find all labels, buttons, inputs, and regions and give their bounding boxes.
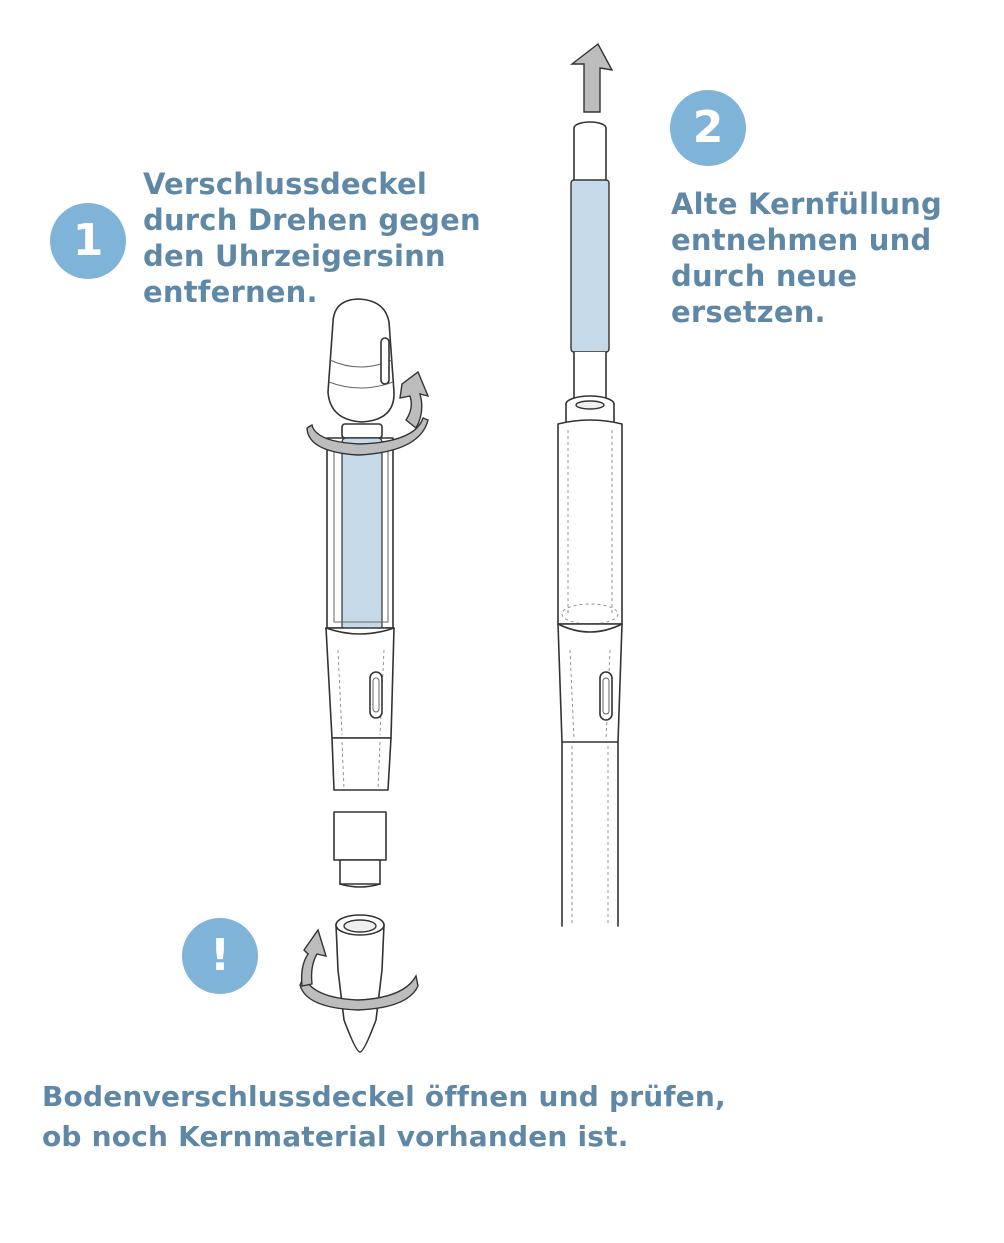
step-1-instruction [143, 166, 481, 310]
refill-core [342, 438, 382, 630]
exclamation-icon: ! [209, 930, 231, 981]
step-1-line: Verschlussdeckel [143, 167, 427, 201]
step-2-line: Alte Kernfüllung [671, 187, 942, 221]
step-1-line: den Uhrzeigersinn [143, 239, 446, 273]
note-line: Bodenverschlussdeckel öffnen und prüfen, [42, 1080, 726, 1113]
left-pencil [326, 299, 394, 887]
step-2-line: ersetzen. [671, 295, 826, 329]
step-2-line: entnehmen und [671, 223, 932, 257]
step-2-badge [670, 90, 746, 166]
note-instruction [42, 1077, 726, 1157]
up-arrow-icon [572, 44, 612, 112]
step-2-line: durch neue [671, 259, 858, 293]
extracted-refill [571, 122, 609, 402]
grip-section [326, 628, 394, 738]
right-pencil [558, 396, 622, 926]
step-1-line: durch Drehen gegen [143, 203, 481, 237]
note-badge [182, 918, 258, 994]
step-1-line: entfernen. [143, 275, 318, 309]
step-2-number: 2 [692, 102, 724, 153]
step-1-number: 1 [72, 215, 104, 266]
step-1-badge [50, 203, 126, 279]
bottom-cap [336, 915, 384, 1052]
step-2-instruction [671, 186, 942, 330]
note-line: ob noch Kernmaterial vorhanden ist. [42, 1120, 629, 1153]
